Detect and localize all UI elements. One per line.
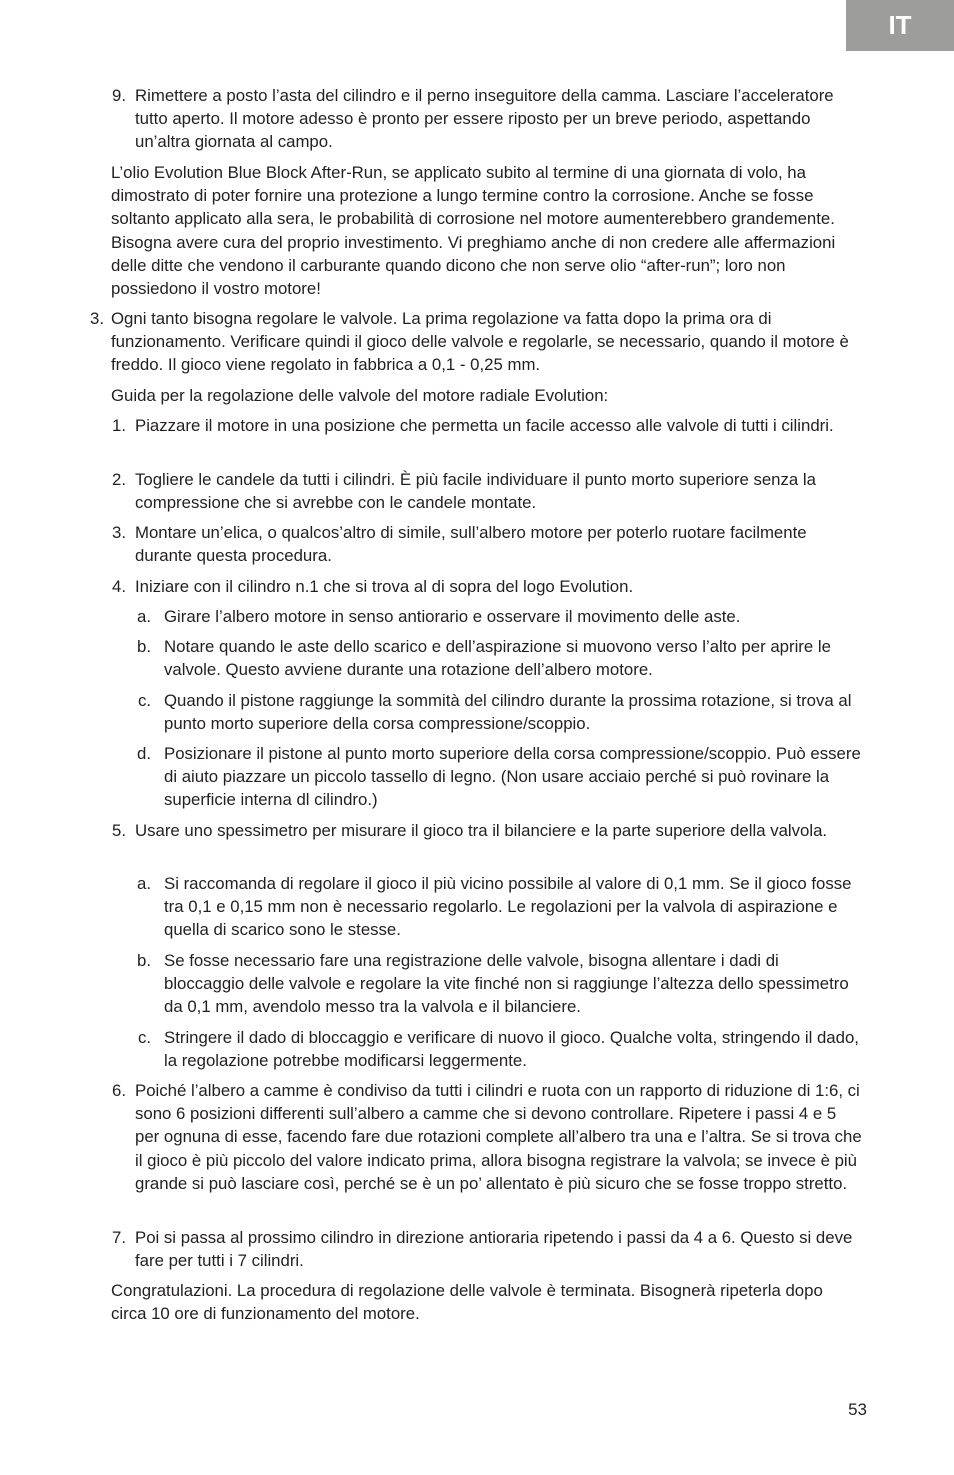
list-text: Girare l’albero motore in senso antiorario e osservare il movimento delle aste. <box>164 607 741 626</box>
paragraph-congratulations: Congratulazioni. La procedura di regolazione delle valvole è terminata. Bisognerà ripeterla dopo circa 10 ore di funzionamento del motore. <box>111 1281 823 1324</box>
list-number: 3. <box>112 523 126 542</box>
list-text: Ogni tanto bisogna regolare le valvole. La prima regolazione va fatta dopo la prima ora di funzionamento. Verificare quindi il gioco delle valvole e regolarle, se necessario, quando il motore è freddo. Il gioco viene regolato in fabbrica a 0,1 - 0,25 mm. <box>111 309 849 375</box>
list-text: Si raccomanda di regolare il gioco il più vicino possibile al valore di 0,1 mm. Se il gioco fosse tra 0,1 e 0,15 mm non è necessario regolarlo. Le regolazioni per la valvola di aspirazione e quella di scarico sono le stesse. <box>164 874 852 940</box>
list-number: 7. <box>112 1228 126 1247</box>
list-letter: b. <box>137 637 151 656</box>
list-number: 6. <box>112 1081 126 1100</box>
list-text: Piazzare il motore in una posizione che permetta un facile accesso alle valvole di tutti i cilindri. <box>135 416 834 435</box>
list-text: Usare uno spessimetro per misurare il gioco tra il bilanciere e la parte superiore della valvola. <box>135 821 828 840</box>
list-letter: a. <box>137 874 151 893</box>
list-letter: a. <box>137 607 151 626</box>
list-text: Notare quando le aste dello scarico e dell’aspirazione si muovono verso l’alto per aprire le valvole. Questo avviene durante una rotazione dell’albero motore. <box>164 637 831 680</box>
list-letter: c. <box>137 1028 151 1047</box>
list-number: 2. <box>112 470 126 489</box>
list-text: Quando il pistone raggiunge la sommità del cilindro durante la prossima rotazione, si trova al punto morto superiore della corsa compressione/scoppio. <box>164 691 852 734</box>
list-number: 9. <box>112 86 126 105</box>
language-tab: IT <box>846 0 954 51</box>
page-number: 53 <box>848 1400 867 1419</box>
list-text: Posizionare il pistone al punto morto superiore della corsa compressione/scoppio. Può essere di aiuto piazzare un piccolo tassello di legno. (Non usare acciaio perché si può rovinare la superficie interna dl cilindro.) <box>164 744 861 810</box>
paragraph-after-run-oil: L’olio Evolution Blue Block After-Run, se applicato subito al termine di una giornata di volo, ha dimostrato di poter fornire una protezione a lungo termine contro la corrosione. Anche se fosse soltanto applicato alla sera, le probabilità di corrosione nel motore aumenterebbero grandemente. Bisogna avere cura del proprio investimento. Vi preghiamo anche di non credere alle affermazioni delle ditte che vendono il carburante quando dicono che non serve olio “after-run”; loro non possiedono il vostro motore! <box>111 163 836 299</box>
list-text: Se fosse necessario fare una registrazione delle valvole, bisogna allentare i dadi di bloccaggio delle valvole e regolare la vite finché non si raggiunge l’altezza dello spessimetro da 0,1 mm, avendolo messo tra la valvola e il bilanciere. <box>164 951 849 1017</box>
list-number: 5. <box>112 821 126 840</box>
list-number: 1. <box>112 416 126 435</box>
list-text: Montare un’elica, o qualcos’altro di simile, sull’albero motore per poterlo ruotare facilmente durante questa procedura. <box>135 523 807 566</box>
list-number: 4. <box>112 577 126 596</box>
list-text: Poi si passa al prossimo cilindro in direzione antioraria ripetendo i passi da 4 a 6. Questo si deve fare per tutti i 7 cilindri. <box>135 1228 853 1271</box>
list-letter: d. <box>137 744 151 763</box>
list-text: Stringere il dado di bloccaggio e verificare di nuovo il gioco. Qualche volta, stringendo il dado, la regolazione potrebbe modificarsi leggermente. <box>164 1028 859 1071</box>
list-text: Poiché l’albero a camme è condiviso da tutti i cilindri e ruota con un rapporto di riduzione di 1:6, ci sono 6 posizioni differenti sull’albero a camme che si devono controllare. Ripetere i passi 4 e 5 per ognuna di esse, facendo fare due rotazioni complete all’albero tra una e l’altra. Se si trova che il gioco è più piccolo del valore indicato prima, allora bisogna registrare la valvola; se invece è più grande si può lasciare così, perché se è un po’ allentato è più sicuro che se fosse troppo stretto. <box>135 1081 862 1193</box>
paragraph-guide-intro: Guida per la regolazione delle valvole del motore radiale Evolution: <box>111 386 609 405</box>
list-letter: b. <box>137 951 151 970</box>
list-text: Iniziare con il cilindro n.1 che si trova al di sopra del logo Evolution. <box>135 577 634 596</box>
list-letter: c. <box>137 691 151 710</box>
list-text: Rimettere a posto l’asta del cilindro e il perno inseguitore della camma. Lasciare l’acceleratore tutto aperto. Il motore adesso è pronto per essere riposto per un breve periodo, aspettando un’altra giornata al campo. <box>135 86 834 152</box>
list-text: Togliere le candele da tutti i cilindri. È più facile individuare il punto morto superiore senza la compressione che si avrebbe con le candele montate. <box>135 470 816 513</box>
list-number: 3. <box>90 309 104 328</box>
